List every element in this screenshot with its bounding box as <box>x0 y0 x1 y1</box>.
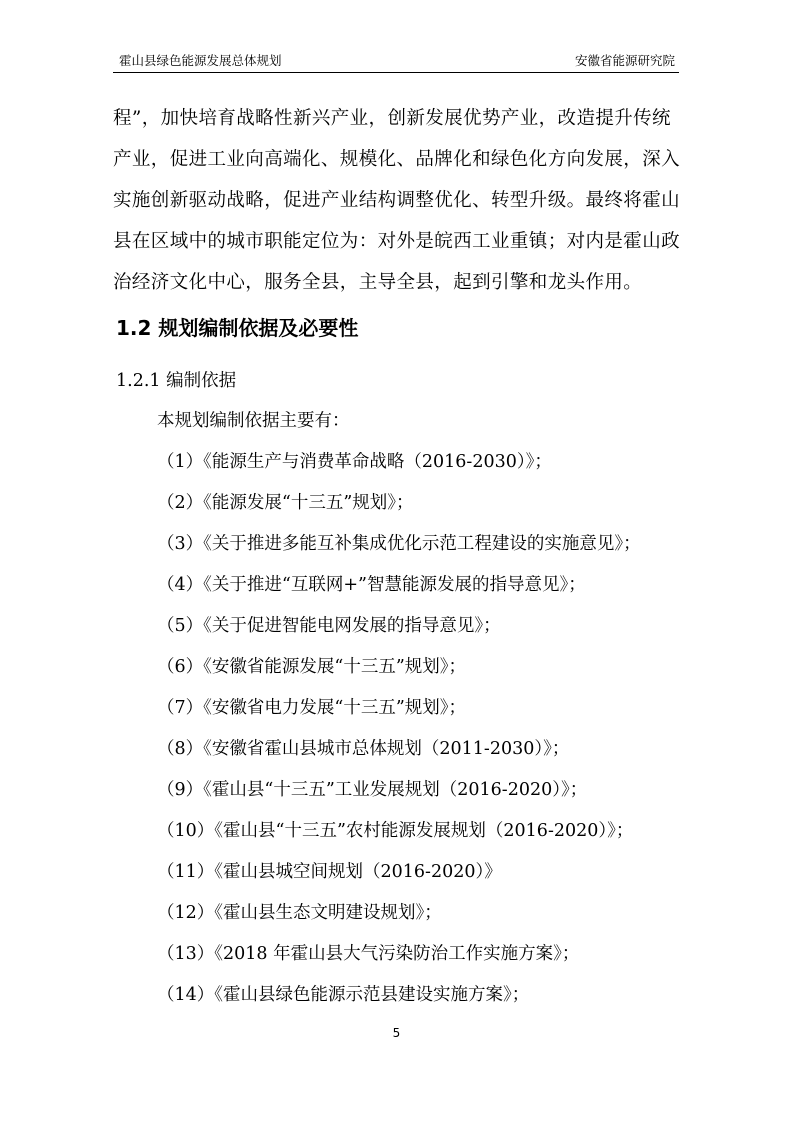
reference-item: （8）《安徽省霍山县城市总体规划（2011-2030）》； <box>157 739 570 759</box>
reference-item: （1）《能源生产与消费革命战略（2016-2030）》； <box>157 452 552 472</box>
section-heading: 1.2 规划编制依据及必要性 <box>116 316 359 340</box>
paragraph-line: 产业，促进工业向高端化、规模化、品牌化和绿色化方向发展，深入 <box>113 149 681 170</box>
paragraph-line: 治经济文化中心，服务全县，主导全县，起到引擎和龙头作用。 <box>113 272 643 293</box>
reference-item: （10）《霍山县“十三五”农村能源发展规划（2016-2020）》； <box>157 821 634 841</box>
reference-item: （14）《霍山县绿色能源示范县建设实施方案》； <box>157 985 530 1005</box>
references-intro: 本规划编制依据主要有： <box>157 411 350 431</box>
reference-item: （5）《关于促进智能电网发展的指导意见》； <box>157 616 501 636</box>
page-number: 5 <box>392 1026 401 1040</box>
subsection-heading: 1.2.1 编制依据 <box>116 371 237 391</box>
reference-item: （9）《霍山县“十三五”工业发展规划（2016-2020）》； <box>157 780 588 800</box>
reference-item: （3）《关于推进多能互补集成优化示范工程建设的实施意见》； <box>157 534 641 554</box>
reference-item: （4）《关于推进“互联网+”智慧能源发展的指导意见》； <box>157 575 586 595</box>
paragraph-line: 县在区域中的城市职能定位为：对外是皖西工业重镇；对内是霍山政 <box>113 231 681 252</box>
header-document-title: 霍山县绿色能源发展总体规划 <box>119 53 282 68</box>
reference-item: （12）《霍山县生态文明建设规划》； <box>157 903 442 923</box>
reference-item: （6）《安徽省能源发展“十三五”规划》； <box>157 657 467 677</box>
body-paragraph <box>113 98 683 303</box>
reference-item: （11）《霍山县城空间规划（2016-2020）》 <box>157 862 502 882</box>
page-header <box>113 50 679 73</box>
reference-item: （2）《能源发展“十三五”规划》； <box>157 493 414 513</box>
header-organization: 安徽省能源研究院 <box>574 53 675 68</box>
reference-list <box>157 447 641 1021</box>
paragraph-line: 实施创新驱动战略，促进产业结构调整优化、转型升级。最终将霍山 <box>113 190 681 211</box>
reference-item: （13）《2018 年霍山县大气污染防治工作实施方案》； <box>157 944 580 964</box>
paragraph-line: 程”，加快培育战略性新兴产业，创新发展优势产业，改造提升传统 <box>113 108 671 129</box>
reference-item: （7）《安徽省电力发展“十三五”规划》； <box>157 698 467 718</box>
